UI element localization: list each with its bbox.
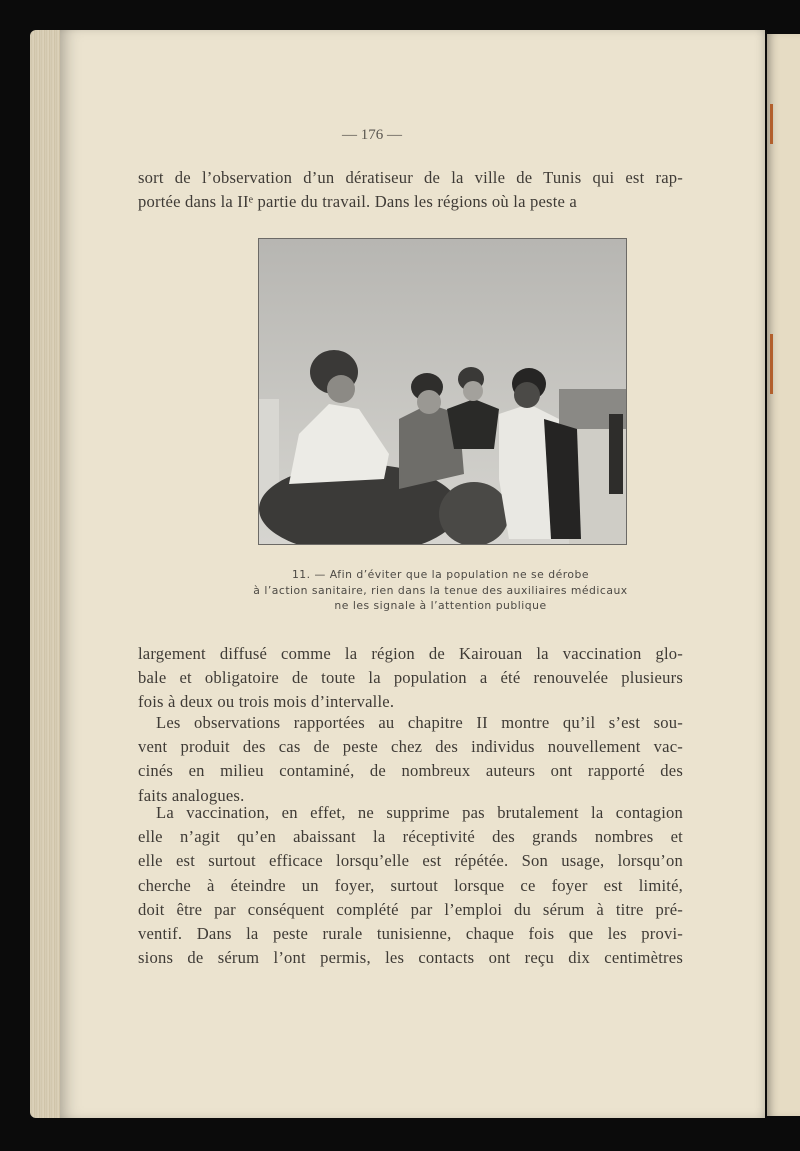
text-line: largement diffusé comme la région de Kairouan la vaccination glo-	[138, 644, 683, 663]
paragraph-3	[138, 801, 683, 970]
caption-line: à l’action sanitaire, rien dans la tenue des auxiliaires médicaux	[253, 583, 628, 597]
paragraph-top	[138, 166, 683, 214]
text-line: portée dans la IIᵉ partie du travail. Dans les régions où la peste a	[138, 192, 578, 212]
bookmark-ribbon	[770, 334, 773, 394]
text-line: Les observations rapportées au chapitre II montre qu’il s’est sou-	[156, 713, 683, 732]
photograph	[258, 238, 627, 545]
page-number: — 176 —	[342, 127, 402, 143]
text-line: bale et obligatoire de toute la population a été renouvelée plusieurs	[138, 668, 683, 688]
text-line: vent produit des cas de peste chez des individus nouvellement vac-	[138, 737, 683, 757]
paragraph-2	[138, 711, 683, 808]
figure-caption	[218, 567, 663, 614]
photograph-image	[259, 239, 626, 544]
text-line: cinés en milieu contaminé, de nombreux auteurs ont rapporté des	[138, 761, 683, 781]
text-line: elle est surtout efficace lorsqu’elle est répétée. Son usage, lorsqu’on	[138, 851, 683, 871]
text-line: fois à deux ou trois mois d’intervalle.	[138, 692, 395, 712]
text-line: La vaccination, en effet, ne supprime pas brutalement la contagion	[156, 803, 683, 822]
text-line: sions de sérum l’ont permis, les contacts ont reçu dix centimètres	[138, 948, 683, 968]
adjacent-page-edge	[767, 34, 800, 1116]
caption-line: ne les signale à l’attention publique	[334, 599, 547, 612]
paragraph-1	[138, 642, 683, 715]
text-line: doit être par conséquent complété par l’emploi du sérum à titre pré-	[138, 899, 683, 919]
caption-line: 11. — Afin d’éviter que la population ne se dérobe	[291, 568, 590, 581]
text-line: faits analogues.	[138, 785, 245, 805]
text-line: sort de l’observation d’un dératiseur de la ville de Tunis qui est rap-	[138, 168, 683, 187]
text-line: ventif. Dans la peste rurale tunisienne, chaque fois que les provi-	[138, 923, 683, 943]
text-line: cherche à éteindre un foyer, surtout lorsque ce foyer est limité,	[138, 875, 683, 895]
text-line: elle n’agit qu’en abaissant la réceptivité des grands nombres et	[138, 827, 683, 847]
